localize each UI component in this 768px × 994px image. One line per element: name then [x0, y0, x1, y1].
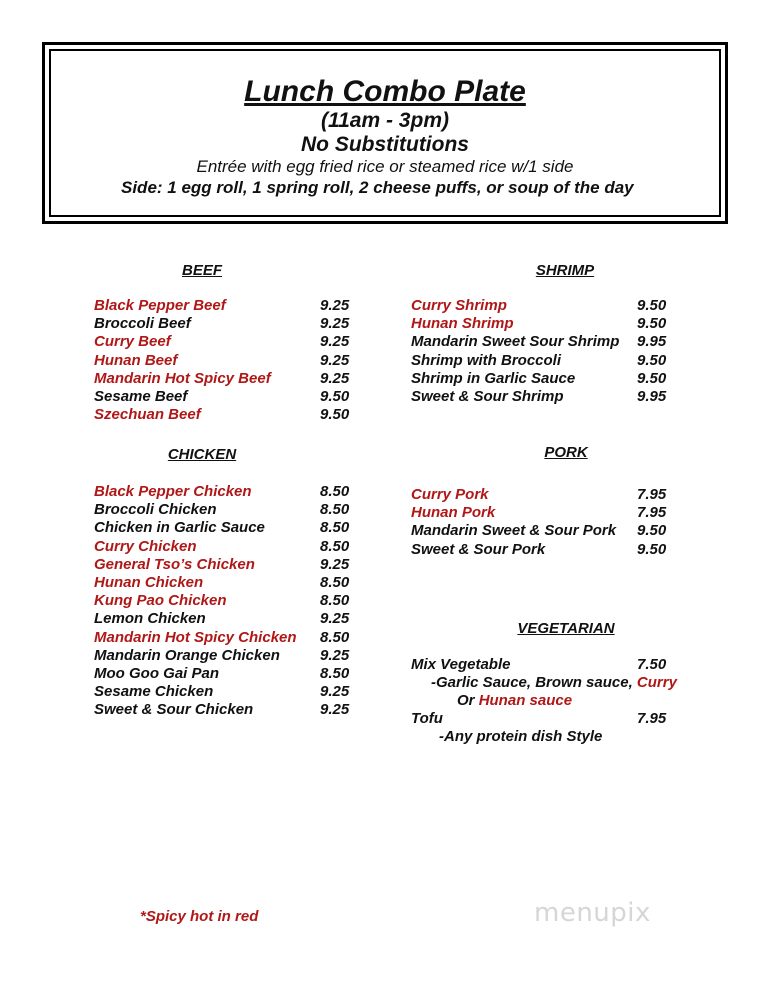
shrimp-item-name: Curry Shrimp [411, 297, 507, 314]
chicken-item-price: 9.25 [320, 701, 350, 719]
beef-item-name: Szechuan Beef [94, 406, 201, 424]
pork-item-name: Sweet & Sour Pork [411, 540, 546, 558]
curry-sauce-option: Curry [636, 674, 677, 691]
beef-section-title: BEEF [181, 262, 222, 279]
tofu-price: 7.95 [637, 710, 667, 727]
pork-item-price: 9.50 [637, 522, 667, 540]
shrimp-section-title: SHRIMP [535, 262, 595, 279]
shrimp-item-name: Hunan Shrimp [411, 315, 514, 333]
chicken-item-name: Black Pepper Chicken [94, 483, 252, 500]
vegetarian-section-title: VEGETARIAN [517, 620, 615, 637]
serving-hours: (11am - 3pm) [321, 109, 449, 132]
beef-item-name: Hunan Beef [94, 351, 178, 369]
chicken-item-price: 8.50 [320, 574, 350, 591]
shrimp-item-name: Shrimp in Garlic Sauce [411, 369, 576, 387]
vegetable-sauce-options-2 [457, 692, 572, 710]
beef-item-price: 9.50 [320, 406, 350, 424]
beef-item-name: Black Pepper Beef [94, 297, 226, 314]
chicken-section-title: CHICKEN [167, 446, 237, 463]
beef-item-price: 9.25 [320, 369, 350, 387]
shrimp-item-price: 9.95 [637, 388, 667, 405]
chicken-item-name: Kung Pao Chicken [94, 592, 227, 610]
chicken-item-name: General Tso’s Chicken [94, 555, 255, 573]
vegetable-sauce-options [431, 674, 677, 692]
beef-item-name: Curry Beef [94, 333, 171, 351]
tofu-name: Tofu [411, 710, 443, 727]
beef-item-price: 9.50 [320, 388, 350, 405]
or-text: Or [457, 692, 479, 709]
chicken-item-name: Curry Chicken [94, 537, 197, 555]
shrimp-item-name: Sweet & Sour Shrimp [411, 388, 564, 405]
chicken-item-price: 8.50 [320, 665, 350, 682]
beef-item-name: Sesame Beef [94, 388, 188, 405]
chicken-item-name: Chicken in Garlic Sauce [94, 519, 265, 537]
pork-item-name: Mandarin Sweet & Sour Pork [411, 522, 617, 540]
shrimp-item-name: Shrimp with Broccoli [411, 351, 562, 369]
chicken-item-name: Hunan Chicken [94, 574, 204, 591]
no-substitutions-note: No Substitutions [301, 133, 469, 156]
shrimp-item-price: 9.95 [637, 333, 667, 351]
beef-item-name: Mandarin Hot Spicy Beef [94, 369, 271, 387]
chicken-item-name: Mandarin Orange Chicken [94, 646, 280, 664]
pork-item-name: Curry Pork [411, 486, 489, 503]
chicken-item-price: 8.50 [320, 628, 350, 646]
side-description: Side: 1 egg roll, 1 spring roll, 2 cheese puffs, or soup of the day [121, 178, 634, 197]
chicken-item-price: 8.50 [320, 519, 350, 537]
beef-item-price: 9.25 [320, 297, 350, 314]
chicken-item-name: Mandarin Hot Spicy Chicken [94, 628, 297, 646]
shrimp-item-price: 9.50 [637, 369, 667, 387]
shrimp-item-price: 9.50 [637, 351, 667, 369]
header-box [42, 42, 728, 224]
menupix-watermark: menupix [534, 898, 651, 928]
mix-vegetable-name: Mix Vegetable [411, 656, 511, 673]
chicken-item-name: Sweet & Sour Chicken [94, 701, 254, 719]
beef-item-price: 9.25 [320, 315, 350, 333]
chicken-item-price: 8.50 [320, 483, 350, 500]
entree-description: Entrée with egg fried rice or steamed rice w/1 side [196, 157, 574, 176]
menu-title: Lunch Combo Plate [244, 75, 526, 108]
sauce-options-text: -Garlic Sauce, Brown sauce, [431, 674, 637, 691]
beef-item-price: 9.25 [320, 333, 350, 351]
chicken-item-price: 9.25 [320, 646, 350, 664]
chicken-item-price: 9.25 [320, 683, 350, 701]
shrimp-item-name: Mandarin Sweet Sour Shrimp [411, 333, 620, 351]
spicy-note: *Spicy hot in red [140, 908, 259, 925]
shrimp-item-price: 9.50 [637, 297, 667, 314]
pork-section-title: PORK [544, 444, 588, 461]
chicken-item-name: Lemon Chicken [94, 610, 206, 628]
header-inner-border [49, 49, 721, 217]
beef-item-price: 9.25 [320, 351, 350, 369]
chicken-item-name: Broccoli Chicken [94, 501, 217, 519]
chicken-item-name: Sesame Chicken [94, 683, 214, 701]
chicken-item-price: 8.50 [320, 592, 350, 610]
pork-item-price: 9.50 [637, 540, 667, 558]
chicken-item-name: Moo Goo Gai Pan [94, 665, 220, 682]
chicken-item-price: 9.25 [320, 610, 350, 628]
pork-item-price: 7.95 [637, 504, 667, 522]
chicken-item-price: 9.25 [320, 555, 350, 573]
mix-vegetable-price: 7.50 [637, 656, 667, 673]
tofu-style-note: -Any protein dish Style [439, 728, 603, 745]
chicken-item-price: 8.50 [320, 537, 350, 555]
hunan-sauce-option: Hunan sauce [478, 692, 573, 709]
beef-item-name: Broccoli Beef [94, 315, 191, 333]
chicken-item-price: 8.50 [320, 501, 350, 519]
pork-item-price: 7.95 [637, 486, 667, 503]
pork-item-name: Hunan Pork [411, 504, 496, 522]
shrimp-item-price: 9.50 [637, 315, 667, 333]
